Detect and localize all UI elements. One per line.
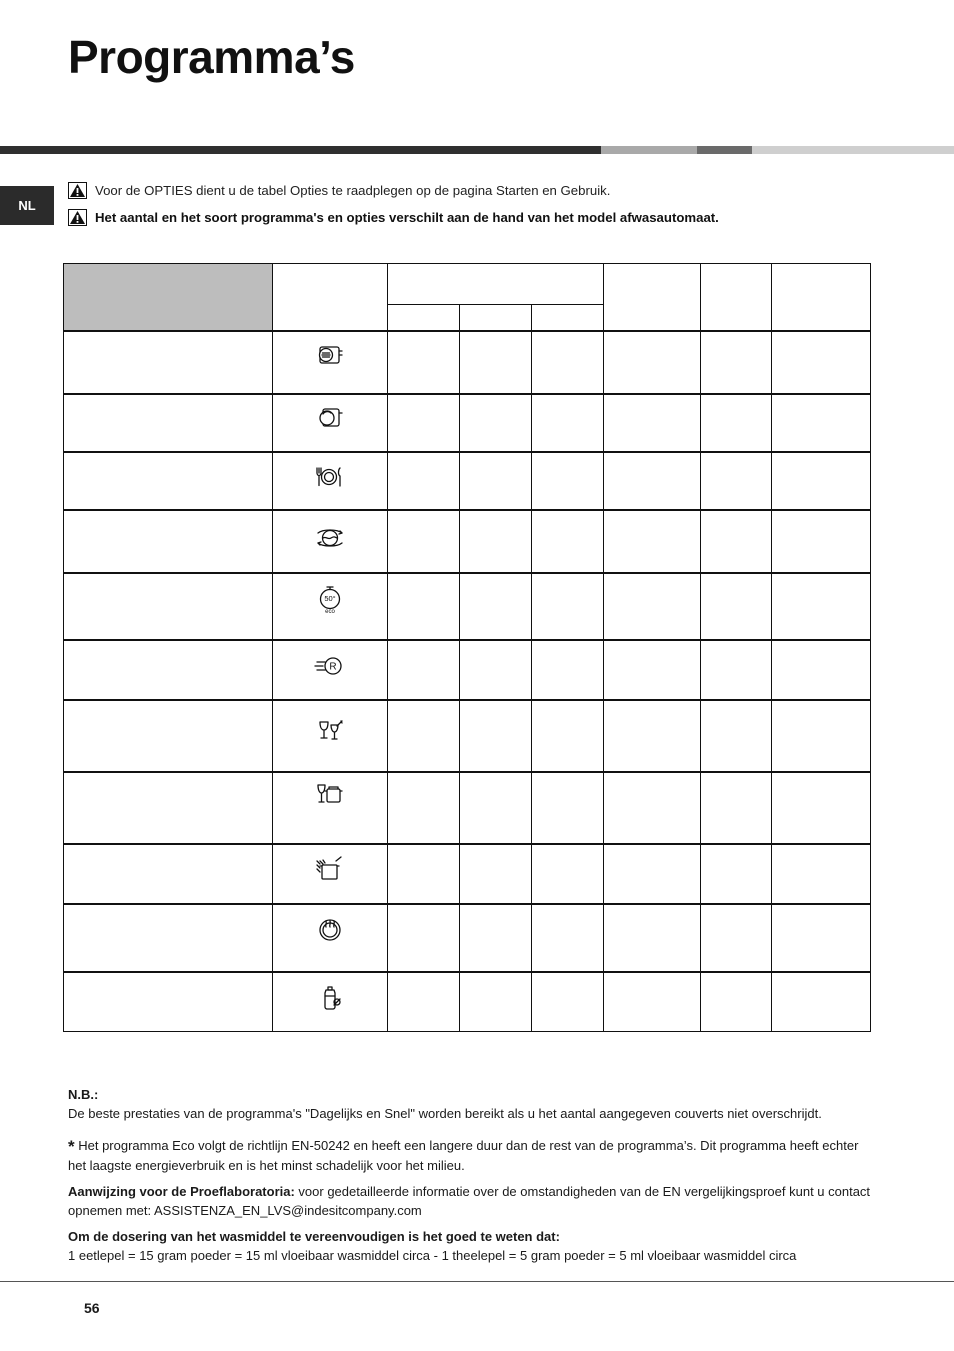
program-value-cell	[701, 452, 772, 510]
table-row	[64, 331, 871, 394]
table-row	[64, 844, 871, 904]
program-name-cell	[64, 972, 273, 1032]
program-value-cell	[388, 700, 460, 772]
program-value-cell	[388, 772, 460, 844]
header-divider-bar	[752, 146, 954, 154]
table-row	[64, 904, 871, 972]
program-value-cell	[772, 904, 871, 972]
program-value-cell	[532, 331, 604, 394]
table-row	[64, 573, 871, 640]
program-icon-cell	[273, 331, 388, 394]
table-subheader-cell	[532, 305, 604, 331]
page-number: 56	[84, 1300, 100, 1316]
program-value-cell	[532, 772, 604, 844]
lab-note-title: Aanwijzing voor de Proeflaboratoria:	[68, 1184, 295, 1199]
auto-program-icon	[314, 542, 346, 559]
program-value-cell	[532, 700, 604, 772]
lab-note	[68, 1183, 878, 1220]
program-value-cell	[772, 844, 871, 904]
program-value-cell	[772, 573, 871, 640]
program-value-cell	[701, 972, 772, 1032]
program-value-cell	[604, 394, 701, 452]
program-value-cell	[388, 394, 460, 452]
program-value-cell	[604, 772, 701, 844]
program-value-cell	[388, 510, 460, 573]
program-value-cell	[772, 510, 871, 573]
program-value-cell	[772, 331, 871, 394]
eco-note-text: Het programma Eco volgt de richtlijn EN-50242 en heeft een langere duur dan de rest van de programma’s. Dit programma heeft echter het laagste energieverbruik en is het minst schadelijk voor het milieu.	[68, 1138, 859, 1173]
program-name-cell	[64, 394, 273, 452]
program-value-cell	[772, 772, 871, 844]
programs-table	[63, 263, 871, 1032]
program-name-cell	[64, 510, 273, 573]
table-row	[64, 772, 871, 844]
footer-divider	[0, 1281, 954, 1282]
table-row	[64, 972, 871, 1032]
table-header-cell	[388, 264, 604, 305]
dose-text: 1 eetlepel = 15 gram poeder = 15 ml vloeibaar wasmiddel circa - 1 theelepel = 5 gram poeder = 5 ml vloeibaar wasmiddel circa	[68, 1247, 797, 1263]
program-value-cell	[460, 331, 532, 394]
program-value-cell	[460, 573, 532, 640]
program-name-cell	[64, 640, 273, 700]
program-icon-cell	[273, 510, 388, 573]
program-value-cell	[604, 331, 701, 394]
table-header-cell	[701, 264, 772, 331]
program-name-cell	[64, 331, 273, 394]
program-value-cell	[604, 640, 701, 700]
program-value-cell	[772, 972, 871, 1032]
program-name-cell	[64, 772, 273, 844]
page-title: Programma’s	[68, 31, 355, 83]
program-value-cell	[532, 972, 604, 1032]
lab-note-text: voor gedetailleerde informatie over de omstandigheden van de EN vergelijkingsproef kunt u contact opnemen met: ASSISTENZA_EN_LVS@indesitcompany.com	[68, 1184, 871, 1218]
model-notice	[68, 209, 719, 226]
program-value-cell	[388, 904, 460, 972]
program-value-cell	[701, 331, 772, 394]
program-value-cell	[701, 772, 772, 844]
program-value-cell	[460, 904, 532, 972]
nb-title: N.B.:	[68, 1087, 99, 1102]
program-value-cell	[604, 904, 701, 972]
header-divider-bar	[697, 146, 752, 154]
program-value-cell	[772, 394, 871, 452]
table-header-cell	[64, 264, 273, 331]
program-value-cell	[532, 452, 604, 510]
program-value-cell	[604, 452, 701, 510]
svg-text:eco: eco	[325, 608, 335, 614]
warning-triangle-icon	[68, 182, 87, 199]
program-value-cell	[388, 972, 460, 1032]
program-value-cell	[701, 844, 772, 904]
program-value-cell	[701, 640, 772, 700]
table-subheader-cell	[388, 305, 460, 331]
program-value-cell	[532, 510, 604, 573]
program-value-cell	[388, 640, 460, 700]
program-value-cell	[701, 394, 772, 452]
program-icon-cell	[273, 452, 388, 510]
table-row	[64, 700, 871, 772]
program-value-cell	[388, 331, 460, 394]
program-value-cell	[604, 510, 701, 573]
program-name-cell	[64, 844, 273, 904]
program-icon-cell	[273, 844, 388, 904]
table-row	[64, 452, 871, 510]
crystal-glass-program-icon	[314, 736, 346, 753]
table-row	[64, 394, 871, 452]
notice-text: Het aantal en het soort programma's en opties verschilt aan de hand van het model afwasautomaat.	[95, 210, 719, 225]
program-icon-cell	[273, 573, 388, 640]
program-value-cell	[772, 640, 871, 700]
program-value-cell	[604, 573, 701, 640]
program-value-cell	[604, 972, 701, 1032]
rapid-program-icon	[314, 661, 346, 687]
table-row	[64, 510, 871, 573]
nb-text: De beste prestaties van de programma's "Dagelijks en Snel" worden bereikt als u het aantal aangegeven couverts niet overschrijdt.	[68, 1105, 822, 1121]
table-header-cell	[772, 264, 871, 331]
program-value-cell	[460, 452, 532, 510]
table-header-cell	[604, 264, 701, 331]
program-value-cell	[604, 844, 701, 904]
program-value-cell	[460, 972, 532, 1032]
normal-daily-program-icon	[314, 481, 346, 498]
table-row	[64, 640, 871, 700]
program-value-cell	[532, 394, 604, 452]
soak-prewash-program-icon	[314, 874, 346, 891]
baby-bottle-program-icon	[314, 1002, 346, 1019]
program-value-cell	[460, 510, 532, 573]
program-value-cell	[532, 640, 604, 700]
hygiene-steam-program-icon	[314, 932, 346, 949]
program-value-cell	[532, 904, 604, 972]
program-value-cell	[701, 700, 772, 772]
program-icon-cell	[273, 772, 388, 844]
program-value-cell	[701, 904, 772, 972]
half-load-program-icon	[314, 800, 346, 817]
svg-text:R: R	[329, 661, 337, 673]
header-divider-bar	[601, 146, 697, 154]
header-divider-bar	[0, 146, 601, 154]
program-value-cell	[460, 772, 532, 844]
program-value-cell	[604, 700, 701, 772]
program-name-cell	[64, 573, 273, 640]
dose-title: Om de dosering van het wasmiddel te vereenvoudigen is het goed te weten dat:	[68, 1229, 560, 1244]
program-value-cell	[772, 452, 871, 510]
eco-asterisk: *	[68, 1137, 75, 1156]
intensive-pot-program-icon	[314, 422, 346, 439]
program-icon-cell	[273, 640, 388, 700]
eco-50-program-icon	[314, 593, 346, 618]
svg-text:50°: 50°	[324, 593, 336, 603]
program-name-cell	[64, 700, 273, 772]
table-header-cell	[273, 264, 388, 331]
program-value-cell	[460, 700, 532, 772]
program-icon-cell	[273, 700, 388, 772]
program-name-cell	[64, 904, 273, 972]
program-value-cell	[388, 573, 460, 640]
language-tab: NL	[0, 186, 54, 225]
program-icon-cell	[273, 972, 388, 1032]
options-notice	[68, 182, 610, 199]
program-value-cell	[701, 573, 772, 640]
notice-text: Voor de OPTIES dient u de tabel Opties te raadplegen op de pagina Starten en Gebruik.	[95, 183, 611, 198]
program-icon-cell	[273, 394, 388, 452]
program-icon-cell	[273, 904, 388, 972]
warning-triangle-icon	[68, 209, 87, 226]
program-name-cell	[64, 452, 273, 510]
program-value-cell	[460, 640, 532, 700]
program-value-cell	[460, 394, 532, 452]
eco-note	[68, 1137, 878, 1175]
extra-intensive-program-icon	[314, 359, 346, 376]
program-value-cell	[772, 700, 871, 772]
program-value-cell	[532, 573, 604, 640]
program-value-cell	[701, 510, 772, 573]
program-value-cell	[388, 452, 460, 510]
program-value-cell	[460, 844, 532, 904]
footnotes	[68, 1086, 878, 1265]
table-subheader-cell	[460, 305, 532, 331]
program-value-cell	[388, 844, 460, 904]
program-value-cell	[532, 844, 604, 904]
